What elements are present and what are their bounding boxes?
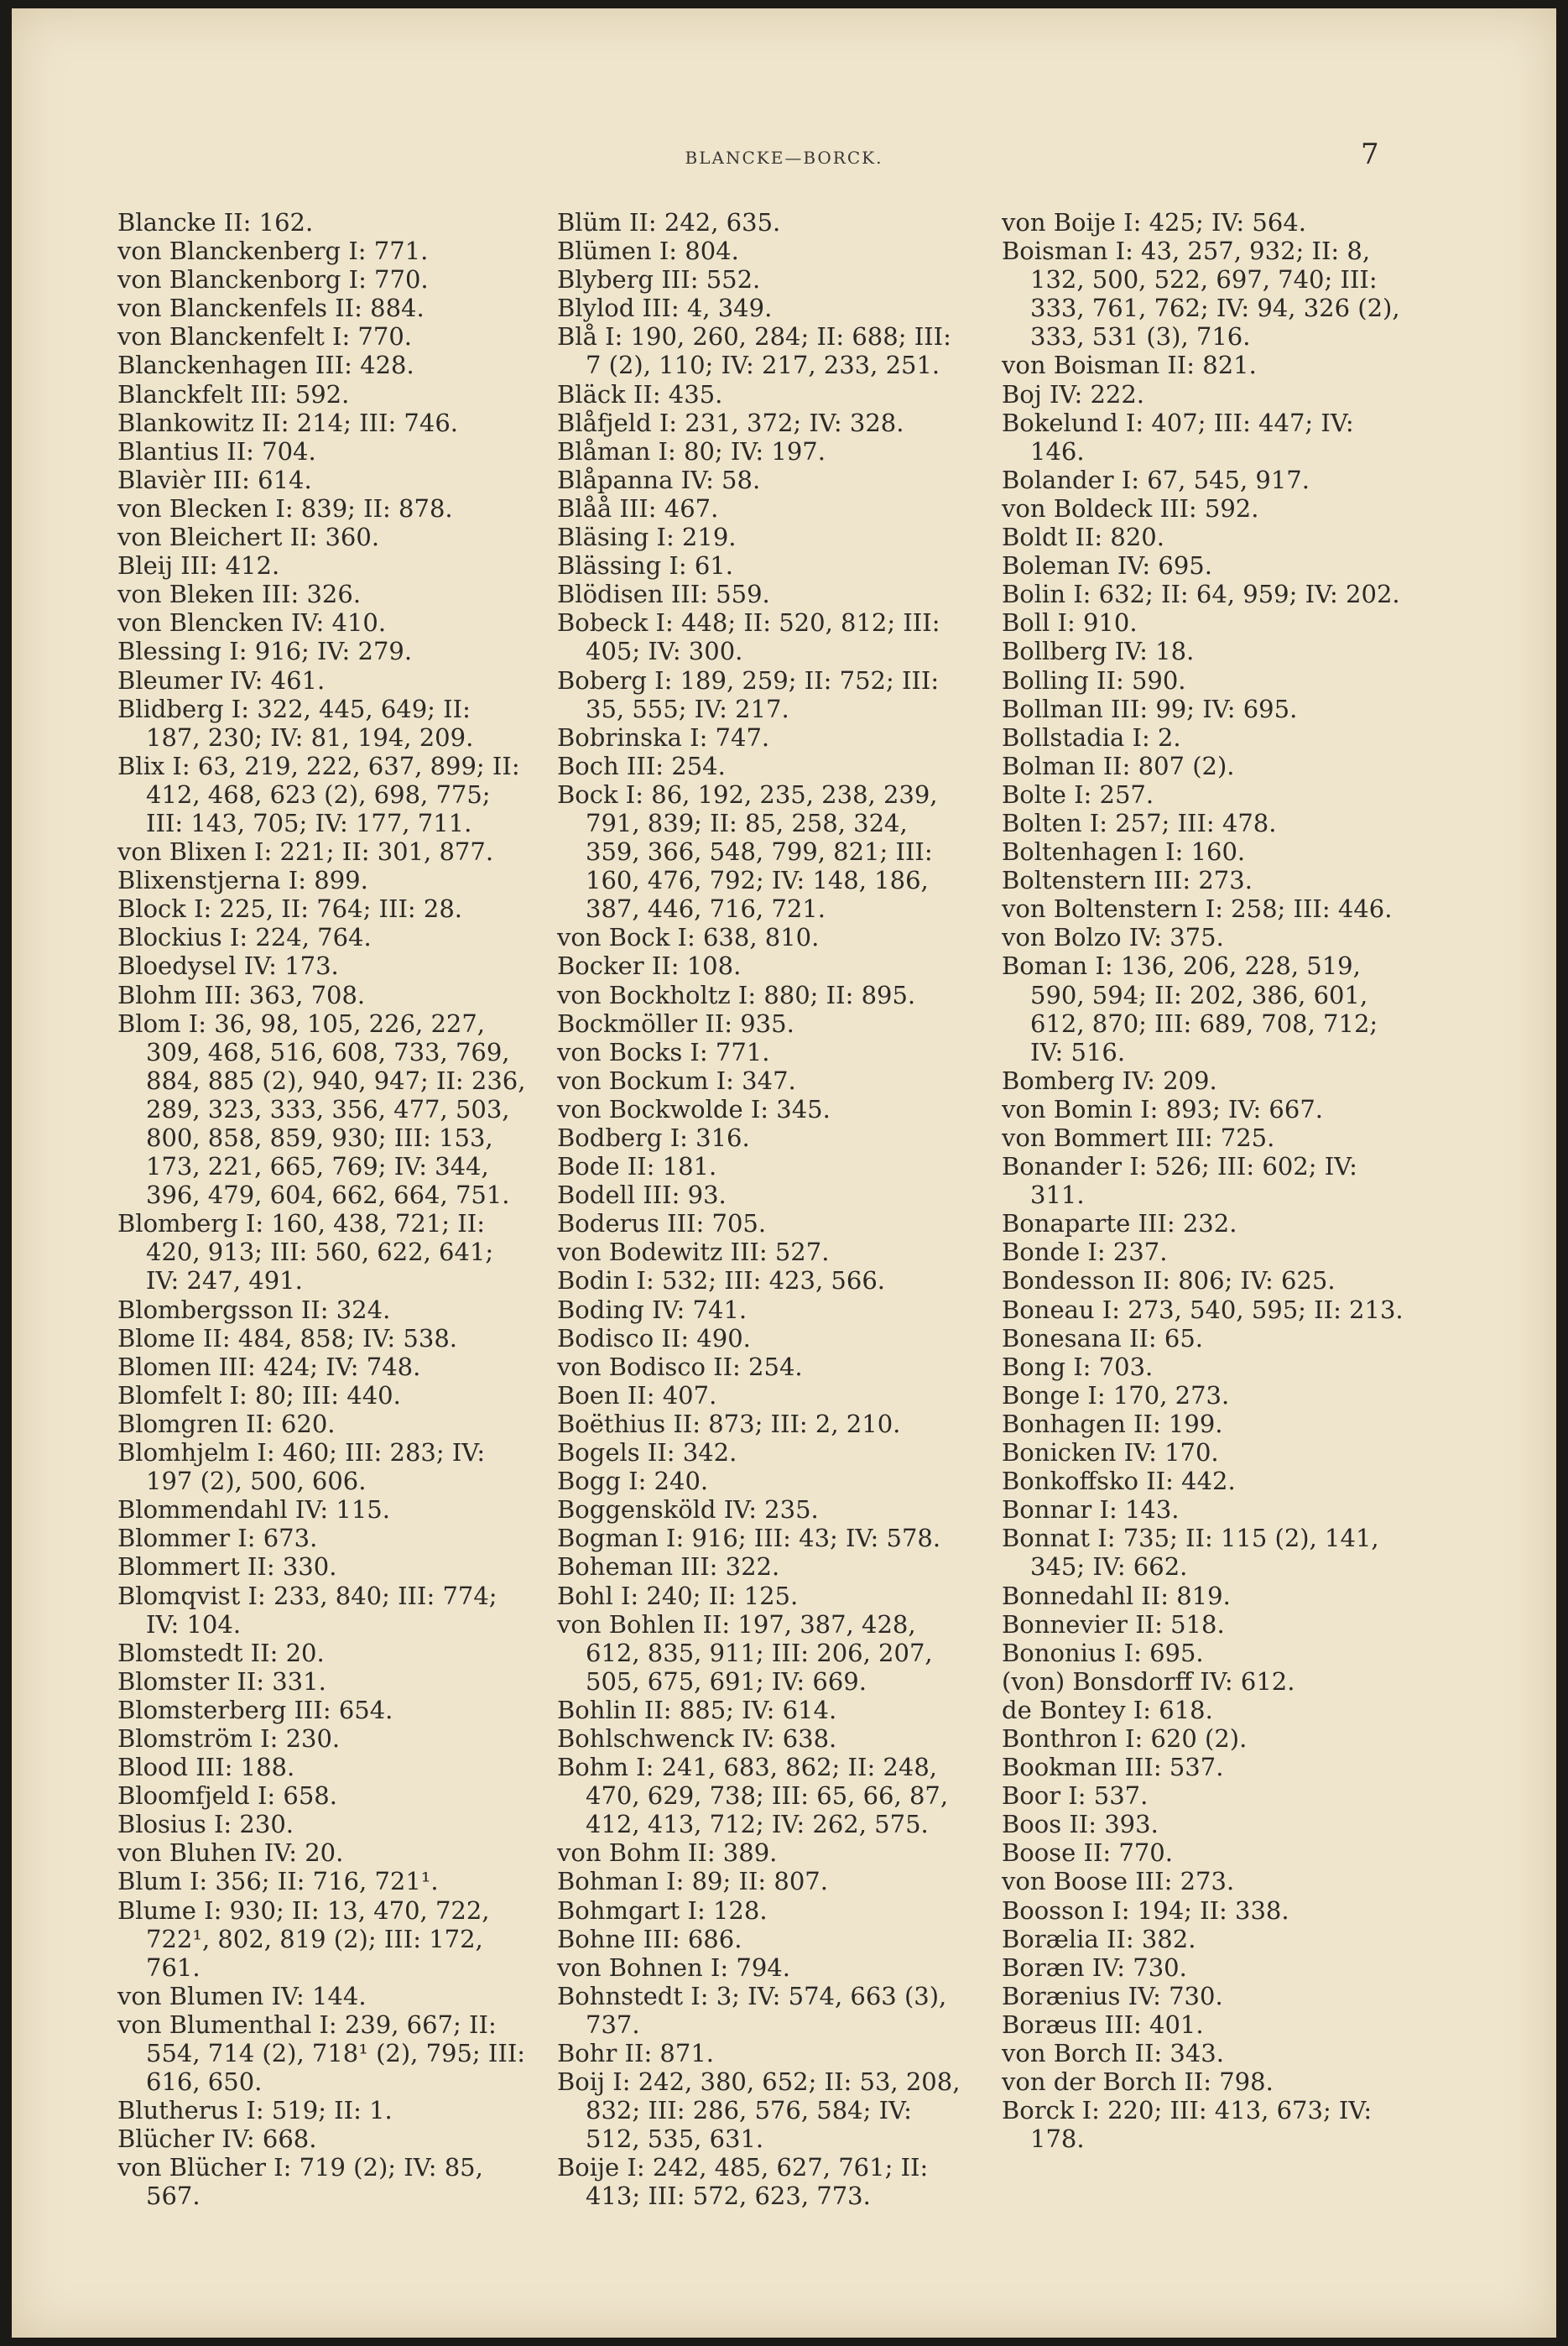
index-entry: Blödisen III: 559. xyxy=(557,580,770,609)
index-column-2 xyxy=(557,208,968,2211)
index-entry: Bollman III: 99; IV: 695. xyxy=(1002,694,1298,723)
index-entry: Blomstedt II: 20. xyxy=(117,1638,325,1667)
index-entry: von Bocks I: 771. xyxy=(557,1037,770,1066)
index-entry: von Blixen I: 221; II: 301, 877. xyxy=(117,837,494,867)
index-entry: Boj IV: 222. xyxy=(1002,379,1145,409)
running-header: BLANCKE—BORCK. xyxy=(685,148,883,168)
index-entry: Bonnedahl II: 819. xyxy=(1002,1581,1231,1610)
index-entry: Bohmgart I: 128. xyxy=(557,1895,768,1925)
index-entry: Borænius IV: 730. xyxy=(1002,1981,1223,2010)
index-entry: Blosius I: 230. xyxy=(117,1810,294,1839)
index-entry: Bläsing I: 219. xyxy=(557,523,737,552)
index-entry: von Blecken I: 839; II: 878. xyxy=(117,493,453,523)
index-entry: von Bluhen IV: 20. xyxy=(117,1838,344,1868)
index-entry: Borælia II: 382. xyxy=(1002,1924,1196,1953)
index-entry: Blomhjelm I: 460; III: 283; IV: 197 (2), 500, 606. xyxy=(117,1438,486,1496)
index-entry: Bollstadia I: 2. xyxy=(1002,722,1181,752)
index-entry: Bogman I: 916; III: 43; IV: 578. xyxy=(557,1524,941,1553)
index-entry: Blomen III: 424; IV: 748. xyxy=(117,1352,421,1381)
index-entry: Bocker II: 108. xyxy=(557,951,742,981)
index-entry: Bohnstedt I: 3; IV: 574, 663 (3), 737. xyxy=(557,1981,947,2039)
index-entry: Blüm II: 242, 635. xyxy=(557,208,781,237)
index-entry: Bohr II: 871. xyxy=(557,2039,714,2067)
index-entry: von Blanckenfels II: 884. xyxy=(117,294,425,323)
index-entry: Blixenstjerna I: 899. xyxy=(117,866,368,895)
index-entry: Boij I: 242, 380, 652; II: 53, 208, 832; III: 286, 576, 584; IV: 512, 535, 631. xyxy=(557,2067,961,2154)
page-number: 7 xyxy=(1361,138,1379,171)
index-entry: Blåpanna IV: 58. xyxy=(557,465,761,494)
index-entry: Blommendahl IV: 115. xyxy=(117,1495,390,1525)
index-entry: Boneau I: 273, 540, 595; II: 213. xyxy=(1002,1295,1404,1324)
index-entry: Blomström I: 230. xyxy=(117,1723,341,1753)
index-entry: Blyberg III: 552. xyxy=(557,265,761,295)
index-entry: von Boldeck III: 592. xyxy=(1002,493,1259,523)
index-entry: Bodisco II: 490. xyxy=(557,1323,751,1353)
index-entry: Boman I: 136, 206, 228, 519, 590, 594; II: 202, 386, 601, 612, 870; III: 689, 708, 712; IV: 516. xyxy=(1002,951,1378,1066)
index-entry: Boræus III: 401. xyxy=(1002,2010,1204,2039)
index-entry: von Bockwolde I: 345. xyxy=(557,1094,831,1123)
index-entry: von Bleichert II: 360. xyxy=(117,523,380,552)
index-entry: Bolling II: 590. xyxy=(1002,665,1186,695)
index-entry: Blix I: 63, 219, 222, 637, 899; II: 412, 468, 623 (2), 698, 775; III: 143, 705; IV: 177, 711. xyxy=(117,751,520,837)
index-entry: Bollberg IV: 18. xyxy=(1002,637,1195,666)
index-entry: von Boose III: 273. xyxy=(1002,1867,1235,1896)
index-entry: Boëthius II: 873; III: 2, 210. xyxy=(557,1409,901,1438)
index-entry: Bonnar I: 143. xyxy=(1002,1495,1180,1525)
index-entry: Blomgren II: 620. xyxy=(117,1409,336,1438)
index-entry: Bohlin II: 885; IV: 614. xyxy=(557,1695,837,1724)
index-entry: Boisman I: 43, 257, 932; II: 8, 132, 500, 522, 697, 740; III: 333, 761, 762; IV: 94, 326 (2), 333, 531 (3), 716. xyxy=(1002,237,1400,352)
index-entry: Blum I: 356; II: 716, 721¹. xyxy=(117,1867,439,1896)
index-entry: Boosson I: 194; II: 338. xyxy=(1002,1895,1289,1925)
index-entry: Boberg I: 189, 259; II: 752; III: 35, 555; IV: 217. xyxy=(557,665,940,723)
index-entry: Blood III: 188. xyxy=(117,1753,295,1782)
index-entry: Bobeck I: 448; II: 520, 812; III: 405; IV: 300. xyxy=(557,608,940,666)
index-entry: (von) Bonsdorff IV: 612. xyxy=(1002,1666,1295,1696)
index-entry: Bogels II: 342. xyxy=(557,1438,737,1468)
index-entry: Blidberg I: 322, 445, 649; II: 187, 230; IV: 81, 194, 209. xyxy=(117,694,474,752)
index-entry: Blombergsson II: 324. xyxy=(117,1295,391,1324)
index-entry: Boheman III: 322. xyxy=(557,1552,780,1582)
index-entry: Bohne III: 686. xyxy=(557,1924,742,1953)
index-entry: Bonnevier II: 518. xyxy=(1002,1609,1225,1639)
index-entry: von der Borch II: 798. xyxy=(1002,2067,1274,2097)
index-entry: Blommert II: 330. xyxy=(117,1552,337,1582)
index-entry: Blücher IV: 668. xyxy=(117,2124,317,2154)
index-entry: von Bommert III: 725. xyxy=(1002,1123,1275,1152)
index-entry: Bononius I: 695. xyxy=(1002,1638,1204,1667)
index-entry: Bonicken IV: 170. xyxy=(1002,1438,1219,1468)
index-entry: Blommer I: 673. xyxy=(117,1524,318,1553)
index-entry: Bloedysel IV: 173. xyxy=(117,951,339,981)
index-entry: von Blencken IV: 410. xyxy=(117,608,387,638)
index-entry: Bonaparte III: 232. xyxy=(1002,1209,1237,1238)
index-entry: Boræn IV: 730. xyxy=(1002,1952,1187,1982)
index-entry: Bonge I: 170, 273. xyxy=(1002,1380,1230,1410)
index-entry: Blancke II: 162. xyxy=(117,208,314,237)
index-entry: von Blanckenfelt I: 770. xyxy=(117,322,413,352)
index-entry: Boltenhagen I: 160. xyxy=(1002,837,1246,867)
index-entry: Bodell III: 93. xyxy=(557,1181,727,1210)
book-page xyxy=(12,8,1556,2338)
index-entry: von Bockum I: 347. xyxy=(557,1066,796,1095)
index-entry: Boor I: 537. xyxy=(1002,1781,1149,1811)
index-entry: Blåfjeld I: 231, 372; IV: 328. xyxy=(557,408,904,437)
index-entry: Bock I: 86, 192, 235, 238, 239, 791, 839; II: 85, 258, 324, 359, 366, 548, 799, 821; III: 160, 476, 792; IV: 148, 186, 387, 446, 716, 721. xyxy=(557,779,938,924)
index-entry: Blomsterberg III: 654. xyxy=(117,1695,393,1724)
index-entry: Bleij III: 412. xyxy=(117,551,280,581)
index-entry: Boldt II: 820. xyxy=(1002,523,1164,552)
index-entry: Bohlschwenck IV: 638. xyxy=(557,1723,837,1753)
index-entry: Bohm I: 241, 683, 862; II: 248, 470, 629, 738; III: 65, 66, 87, 412, 413, 712; IV: 262, 575. xyxy=(557,1753,949,1839)
index-entry: Bomberg IV: 209. xyxy=(1002,1066,1217,1095)
index-entry: von Bohm II: 389. xyxy=(557,1838,778,1868)
index-entry: Blockius I: 224, 764. xyxy=(117,923,372,952)
index-entry: Boen II: 407. xyxy=(557,1380,717,1410)
index-entry: Bookman III: 537. xyxy=(1002,1753,1224,1782)
index-entry: Bong I: 703. xyxy=(1002,1352,1154,1381)
index-entry: Bonhagen II: 199. xyxy=(1002,1409,1223,1438)
index-entry: Boleman IV: 695. xyxy=(1002,551,1212,581)
index-entry: Bondesson II: 806; IV: 625. xyxy=(1002,1266,1336,1296)
index-column-1 xyxy=(117,208,529,2211)
index-entry: Bohman I: 89; II: 807. xyxy=(557,1867,828,1896)
index-entry: Bodberg I: 316. xyxy=(557,1123,750,1152)
index-entry: Bonander I: 526; III: 602; IV: 311. xyxy=(1002,1152,1357,1210)
index-entry: Bonde I: 237. xyxy=(1002,1238,1168,1267)
index-entry: von Boije I: 425; IV: 564. xyxy=(1002,208,1306,237)
index-entry: Boding IV: 741. xyxy=(557,1295,748,1324)
index-entry: Blantius II: 704. xyxy=(117,436,316,466)
index-entry: Blomster II: 331. xyxy=(117,1666,326,1696)
index-entry: Bobrinska I: 747. xyxy=(557,722,770,752)
index-entry: von Bock I: 638, 810. xyxy=(557,923,820,952)
index-entry: Block I: 225, II: 764; III: 28. xyxy=(117,894,463,924)
index-entry: Blavièr III: 614. xyxy=(117,465,312,494)
index-entry: Blessing I: 916; IV: 279. xyxy=(117,637,413,666)
index-entry: de Bontey I: 618. xyxy=(1002,1695,1213,1724)
index-entry: Bogg I: 240. xyxy=(557,1467,709,1496)
index-entry: Blomqvist I: 233, 840; III: 774; IV: 104. xyxy=(117,1581,497,1639)
index-entry: Blå I: 190, 260, 284; II: 688; III: 7 (2), 110; IV: 217, 233, 251. xyxy=(557,322,951,380)
index-entry: von Blücher I: 719 (2); IV: 85, 567. xyxy=(117,2153,483,2211)
index-entry: Bolin I: 632; II: 64, 959; IV: 202. xyxy=(1002,580,1400,609)
index-entry: von Bohlen II: 197, 387, 428, 612, 835, 911; III: 206, 207, 505, 675, 691; IV: 669. xyxy=(557,1609,933,1696)
index-entry: von Bohnen I: 794. xyxy=(557,1952,790,1982)
index-entry: Bonkoffsko II: 442. xyxy=(1002,1467,1236,1496)
index-entry: Bonnat I: 735; II: 115 (2), 141, 345; IV: 662. xyxy=(1002,1524,1379,1582)
index-entry: Boderus III: 705. xyxy=(557,1209,767,1238)
index-entry: Blutherus I: 519; II: 1. xyxy=(117,2096,393,2125)
index-entry: von Bodewitz III: 527. xyxy=(557,1238,830,1267)
index-entry: Bolte I: 257. xyxy=(1002,779,1154,809)
index-entry: Blomfelt I: 80; III: 440. xyxy=(117,1380,401,1410)
index-entry: von Bockholtz I: 880; II: 895. xyxy=(557,980,916,1009)
index-entry: Boije I: 242, 485, 627, 761; II: 413; III: 572, 623, 773. xyxy=(557,2153,929,2211)
index-entry: Blom I: 36, 98, 105, 226, 227, 309, 468, 516, 608, 733, 769, 884, 885 (2), 940, 947; II: 236, 289, 323, 333, 356, 477, 503, 800, 858, 859, 930; III: 153, 173, 221, 665, 769; IV: 344, 396, 479, 604, 662, 664, 751. xyxy=(117,1009,526,1210)
index-entry: von Blanckenberg I: 771. xyxy=(117,237,429,266)
index-entry: Bohl I: 240; II: 125. xyxy=(557,1581,799,1610)
index-entry: Boggensköld IV: 235. xyxy=(557,1495,819,1525)
index-entry: Blanckfelt III: 592. xyxy=(117,379,350,409)
index-entry: Blåå III: 467. xyxy=(557,493,719,523)
index-entry: Blässing I: 61. xyxy=(557,551,733,581)
index-entry: von Boisman II: 821. xyxy=(1002,351,1257,380)
index-entry: Bodin I: 532; III: 423, 566. xyxy=(557,1266,886,1296)
index-entry: Blome II: 484, 858; IV: 538. xyxy=(117,1323,457,1353)
index-entry: Blomberg I: 160, 438, 721; II: 420, 913; III: 560, 622, 641; IV: 247, 491. xyxy=(117,1209,494,1296)
index-entry: von Bleken III: 326. xyxy=(117,580,362,609)
index-entry: von Bomin I: 893; IV: 667. xyxy=(1002,1094,1324,1123)
index-entry: Blümen I: 804. xyxy=(557,237,739,266)
index-column-3 xyxy=(1002,208,1413,2153)
index-entry: Blohm III: 363, 708. xyxy=(117,980,366,1009)
index-entry: Bokelund I: 407; III: 447; IV: 146. xyxy=(1002,408,1354,466)
index-entry: Bolten I: 257; III: 478. xyxy=(1002,808,1277,837)
index-entry: Blanckenhagen III: 428. xyxy=(117,351,414,380)
index-entry: Boltenstern III: 273. xyxy=(1002,866,1253,895)
index-entry: von Bodisco II: 254. xyxy=(557,1352,803,1381)
index-entry: Boose II: 770. xyxy=(1002,1838,1173,1868)
index-entry: Bolander I: 67, 545, 917. xyxy=(1002,465,1310,494)
index-entry: von Borch II: 343. xyxy=(1002,2039,1224,2067)
index-entry: Boll I: 910. xyxy=(1002,608,1138,638)
index-entry: Bolman II: 807 (2). xyxy=(1002,751,1235,780)
index-entry: Bonesana II: 65. xyxy=(1002,1323,1203,1353)
index-entry: Blankowitz II: 214; III: 746. xyxy=(117,408,458,437)
index-entry: von Boltenstern I: 258; III: 446. xyxy=(1002,894,1393,924)
index-entry: Bleumer IV: 461. xyxy=(117,665,326,695)
index-entry: Boos II: 393. xyxy=(1002,1810,1159,1839)
index-entry: Blume I: 930; II: 13, 470, 722, 722¹, 802, 819 (2); III: 172, 761. xyxy=(117,1895,490,1982)
index-entry: Bockmöller II: 935. xyxy=(557,1009,794,1038)
index-entry: von Blanckenborg I: 770. xyxy=(117,265,429,295)
index-entry: Bode II: 181. xyxy=(557,1152,717,1181)
index-entry: Boch III: 254. xyxy=(557,751,726,780)
index-entry: von Blumen IV: 144. xyxy=(117,1981,367,2010)
index-entry: Blåman I: 80; IV: 197. xyxy=(557,436,826,466)
index-entry: Bloomfjeld I: 658. xyxy=(117,1781,337,1811)
index-entry: von Blumenthal I: 239, 667; II: 554, 714 (2), 718¹ (2), 795; III: 616, 650. xyxy=(117,2010,526,2097)
index-entry: von Bolzo IV: 375. xyxy=(1002,923,1224,952)
index-entry: Blylod III: 4, 349. xyxy=(557,294,773,323)
index-entry: Borck I: 220; III: 413, 673; IV: 178. xyxy=(1002,2096,1373,2154)
index-entry: Bläck II: 435. xyxy=(557,379,723,409)
index-entry: Bonthron I: 620 (2). xyxy=(1002,1723,1248,1753)
